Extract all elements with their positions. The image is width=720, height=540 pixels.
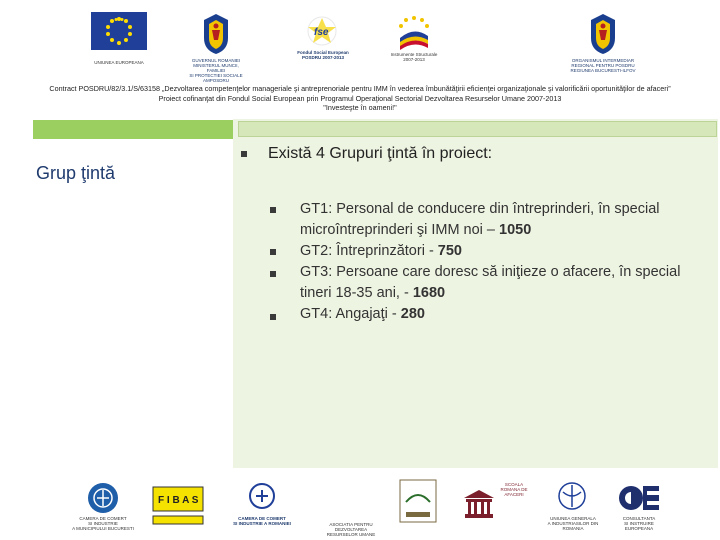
union-caption: UNIUNEA GENERALA A INDUSTRIASILOR DIN ROMANIA — [547, 516, 599, 531]
chamber-commerce-caption: CAMERA DE COMERT SI INDUSTRIE A ROMANIEI — [233, 516, 291, 526]
main-bullet-text: Există 4 Grupuri ţintă în proiect: — [268, 145, 493, 162]
group-count: 280 — [400, 306, 425, 322]
business-school-caption: SCOALA ROMANA DE AFACERI — [500, 482, 528, 497]
bullet-icon — [270, 207, 276, 213]
bullet-icon — [270, 271, 276, 277]
content-panel-header — [238, 121, 717, 137]
group-code: GT4 — [300, 306, 329, 322]
group-description: : Personal de conducere din întreprinderi, în special microîntreprinderi şi IMM noi – — [300, 201, 660, 238]
ministry-caption: GUVERNUL ROMANIEI MINISTERUL MUNCII, FAMILIEI SI PROTECTIEI SOCIALE AMPOSDRU — [189, 58, 243, 83]
contract-line-3: "Investeşte în oameni!" — [323, 103, 397, 113]
bullet-icon — [270, 314, 276, 320]
group-description: : Întreprinzători - — [328, 243, 438, 259]
ce-caption: CONSULTANTA SI INSTRUIRE EUROPEANA — [622, 516, 656, 531]
footer-logos — [0, 470, 720, 540]
fse-caption: Fondul Social European POSDRU 2007-2013 — [297, 50, 349, 60]
list-item — [300, 199, 690, 241]
structural-instruments-logo — [392, 12, 436, 52]
group-count: 750 — [437, 243, 462, 259]
ministry-coat-of-arms-logo — [201, 12, 231, 56]
group-code: GT2 — [300, 243, 329, 259]
svg-text:F I B A S: F I B A S — [158, 495, 199, 506]
chamber-commerce-logo — [236, 482, 288, 513]
ce-logo — [617, 484, 661, 512]
ccib-caption: CAMERA DE COMERT SI INDUSTRIE A MUNICIPIULUI BUCURESTI — [72, 516, 134, 531]
slide-title: Grup ţintă — [36, 163, 116, 183]
structural-instruments-caption: Instrumente Structurale 2007-2013 — [390, 52, 438, 62]
group-count: 1680 — [412, 285, 446, 301]
fse-logo — [301, 14, 343, 48]
group-description: : Persoane care doresc să iniţieze o afacere, în special tineri 18-35 ani, - — [300, 264, 681, 301]
contract-line-1: Contract POSDRU/82/3.1/S/63158 „Dezvoltarea competenţelor manageriale şi antreprenoriale pentru IMM în vederea îmbunătăţirii eficienţei organizaţionale şi valorificării oportunităţilor de afaceri” — [49, 84, 671, 93]
list-item — [300, 304, 690, 325]
business-school-logo — [462, 488, 496, 520]
eu-caption: UNIUNEA EUROPEANA — [94, 60, 144, 65]
group-description: : Angajaţi - — [328, 306, 401, 322]
fibas-logo — [152, 486, 204, 526]
union-logo — [552, 480, 592, 514]
association-caption: ASOCIATIA PENTRU DEZVOLTAREA RESURSELOR UMANE — [326, 522, 376, 537]
contract-line-2: Proiect cofinanţat din Fondul Social European prin Programul Operaţional Sectorial Dezvoltarea Resurselor Umane 2007-2013 — [158, 93, 562, 103]
contract-header — [0, 84, 720, 113]
svg-text:fse: fse — [314, 27, 329, 38]
left-accent-bar — [33, 120, 233, 139]
target-group-list — [300, 199, 690, 325]
ccib-logo — [84, 482, 122, 514]
bullet-icon — [270, 249, 276, 255]
bullet-icon — [241, 151, 247, 157]
header-logos — [0, 0, 720, 82]
eu-flag-logo — [91, 12, 147, 50]
school-logo — [398, 478, 438, 524]
list-item — [300, 262, 690, 304]
list-item — [300, 241, 690, 262]
group-count: 1050 — [499, 222, 532, 238]
oir-caption: ORGANISMUL INTERMEDIAR REGIONAL PENTRU POSDRU REGIUNEA BUCURESTI-ILFOV — [570, 58, 636, 73]
group-code: GT1 — [300, 201, 329, 217]
oir-coat-of-arms-logo — [588, 12, 618, 56]
group-code: GT3 — [300, 264, 329, 280]
